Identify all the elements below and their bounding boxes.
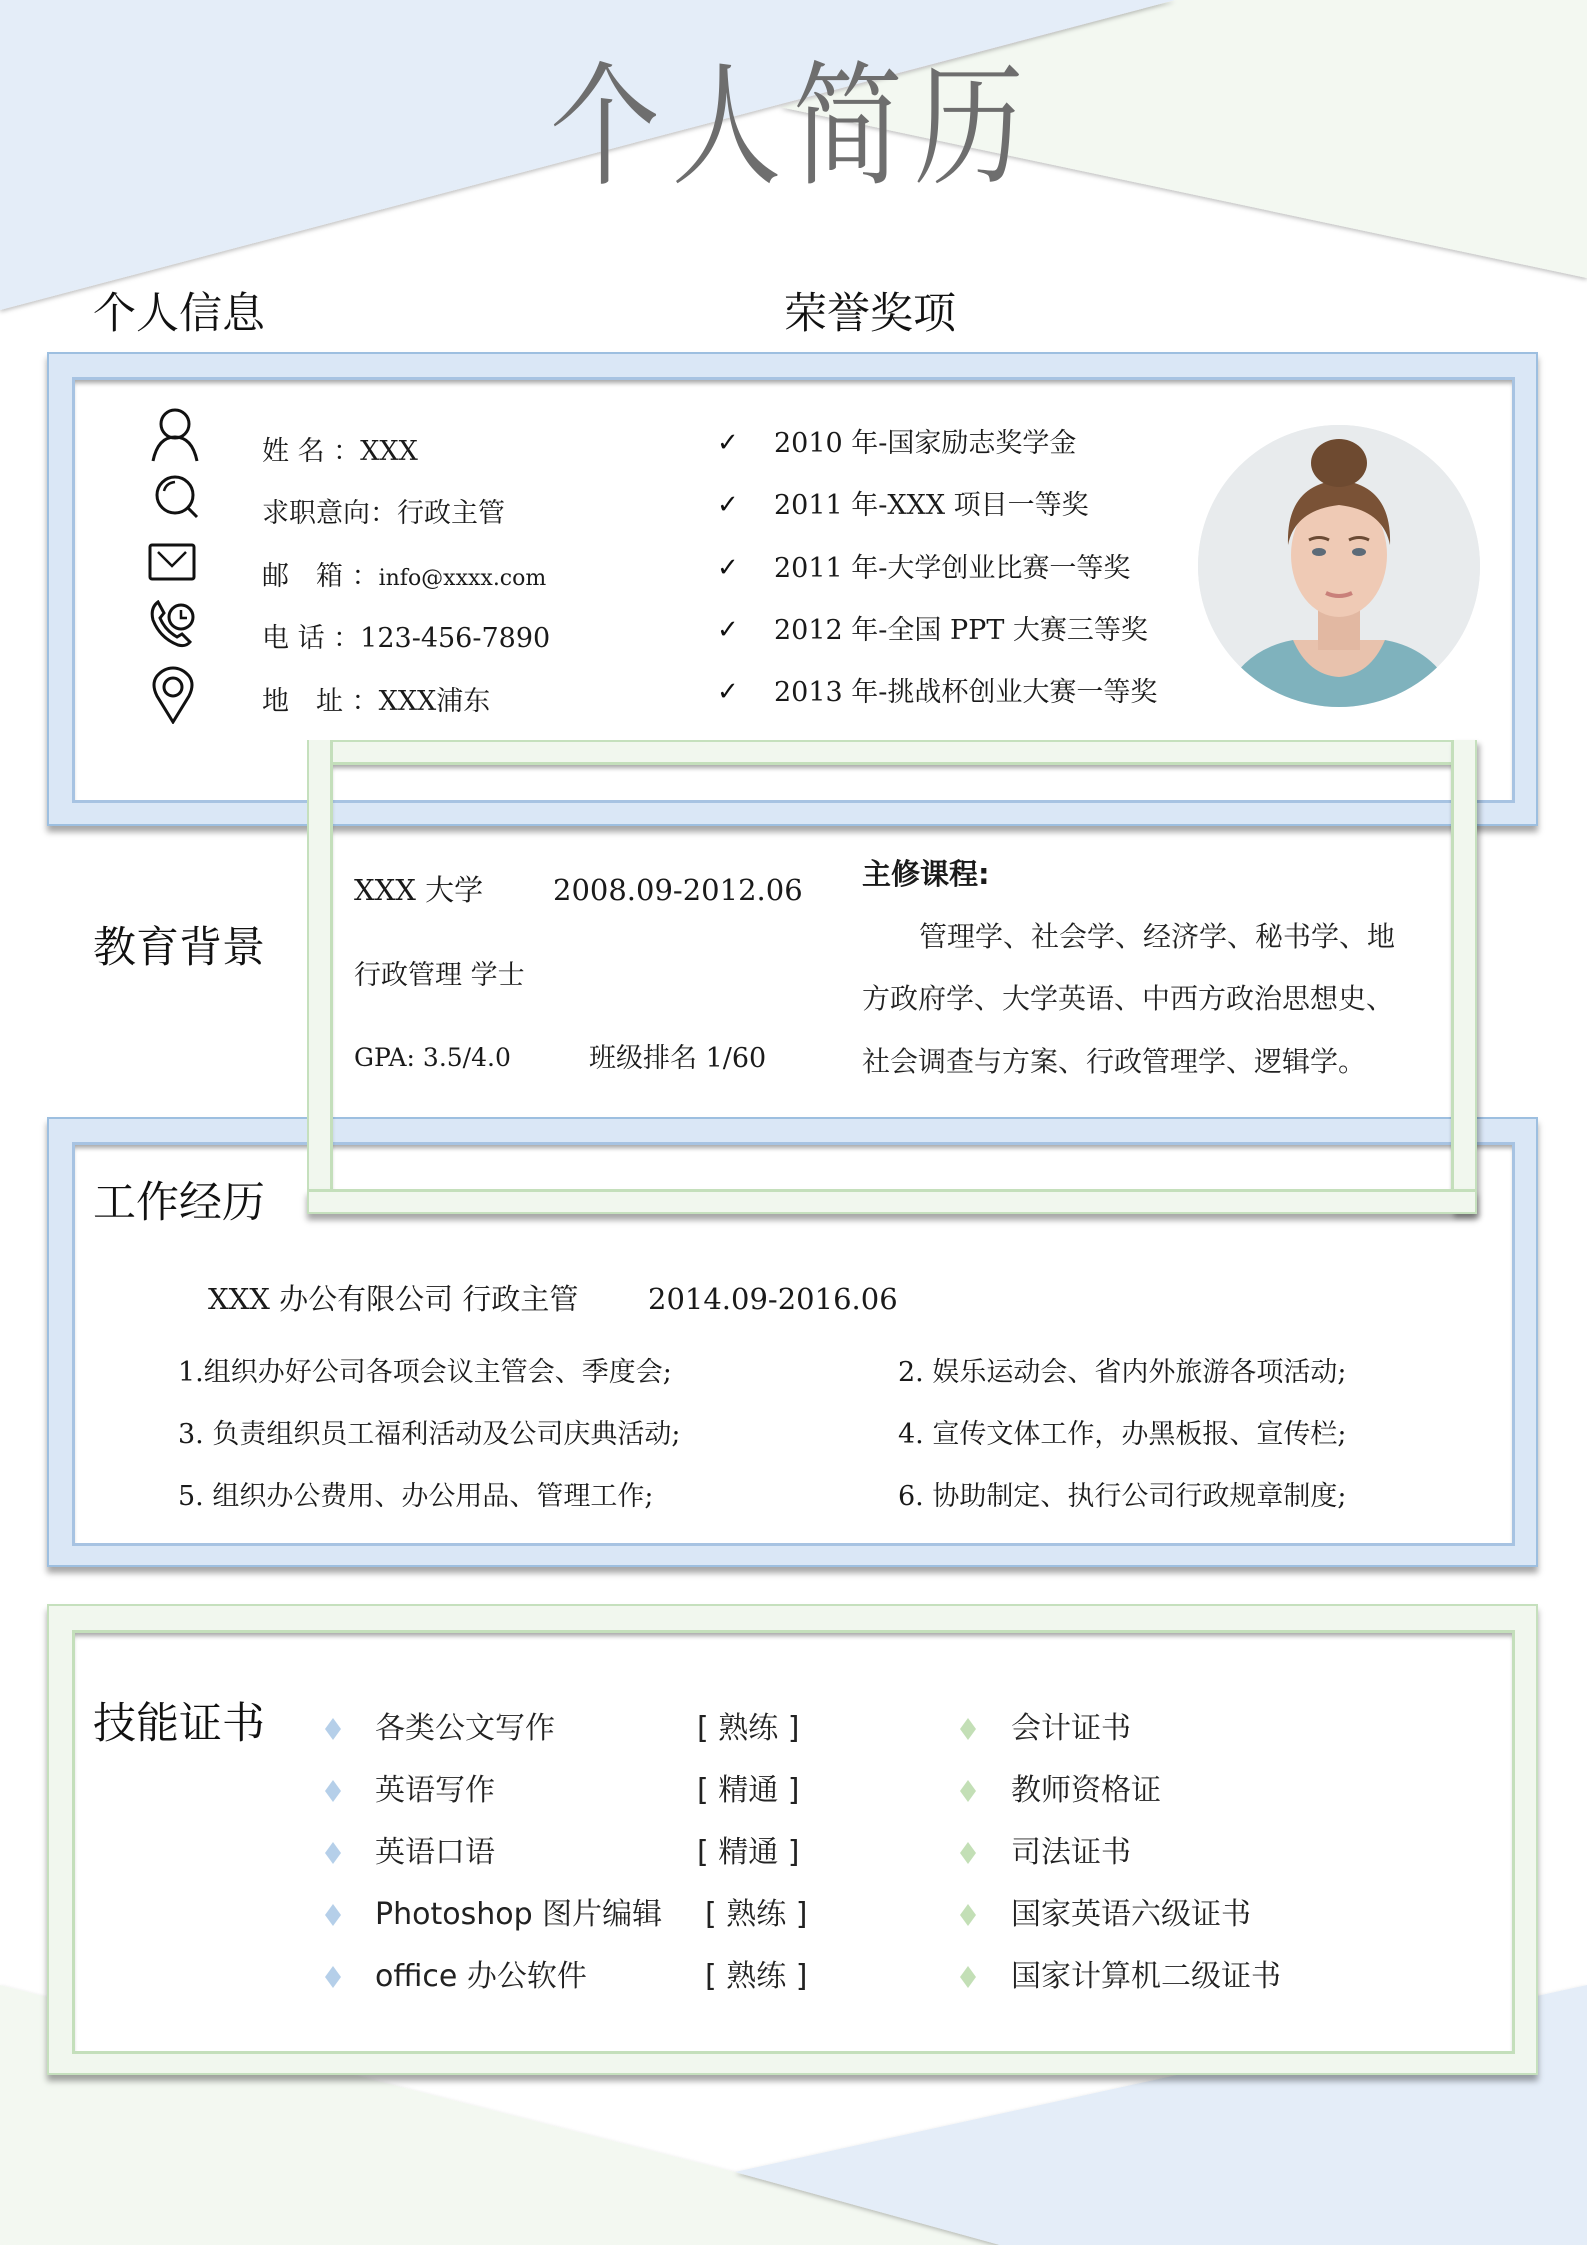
address-field [262,688,490,715]
education-frame-right [1451,740,1477,1214]
portrait-illustration [1198,425,1480,707]
skill-name: 英语口语 [375,1835,495,1870]
phone-field [262,625,550,652]
phone-value: 123-456-7890 [360,623,551,654]
certificate-item: 司法证书 [1011,1835,1131,1870]
job-intention-field [262,500,505,527]
diamond-bullet-icon [325,1780,341,1802]
name-value: XXX [360,436,418,467]
certificate-item: 教师资格证 [1011,1773,1161,1808]
skill-level: [ 精通 ] [697,1835,800,1870]
honor-item: 2011 年-大学创业比赛一等奖 [774,553,1131,584]
heading-education: 教育背景 [93,923,265,973]
skill-name: 各类公文写作 [375,1711,555,1746]
diamond-bullet-icon [960,1718,976,1740]
education-frame-bottom [307,1189,1477,1214]
profile-photo [1198,425,1480,707]
check-icon: ✓ [717,615,739,645]
skill-name: office 办公软件 [375,1959,587,1994]
education-period: 2008.09-2012.06 [553,873,803,907]
heading-work: 工作经历 [93,1178,265,1228]
check-icon: ✓ [717,677,739,707]
diamond-bullet-icon [325,1966,341,1988]
diamond-bullet-icon [325,1842,341,1864]
heading-skills: 技能证书 [93,1699,265,1749]
email-value: info@xxxx.com [378,566,547,591]
honor-item: 2010 年-国家励志奖学金 [774,428,1077,459]
person-icon [150,407,200,463]
honor-item: 2011 年-XXX 项目一等奖 [774,490,1089,521]
skill-name: 英语写作 [375,1773,495,1808]
address-label: 地 址 ： [262,686,379,717]
school-name: XXX 大学 [354,873,484,907]
class-rank: 班级排名 1/60 [589,1043,767,1074]
work-period: 2014.09-2016.06 [648,1282,898,1316]
diamond-bullet-icon [325,1718,341,1740]
email-field [262,563,546,590]
duty-item: 3. 负责组织员工福利活动及公司庆典活动; [178,1419,681,1450]
name-label: 姓 名 ： [262,436,361,467]
check-icon: ✓ [717,428,739,458]
certificate-item: 国家英语六级证书 [1011,1897,1251,1932]
diamond-bullet-icon [325,1904,341,1926]
search-icon [153,474,203,522]
location-pin-icon [151,666,195,724]
education-frame-top [307,740,1477,765]
skill-level: [ 熟练 ] [697,1711,800,1746]
heading-personal-info: 个人信息 [93,289,265,339]
name-field [262,438,418,465]
email-label: 邮 箱 ： [262,561,379,592]
page-title: 个人简历 [550,49,1036,205]
check-icon: ✓ [717,490,739,520]
skill-name: Photoshop 图片编辑 [375,1897,663,1932]
honor-item: 2013 年-挑战杯创业大赛一等奖 [774,677,1158,708]
gpa: GPA: 3.5/4.0 [354,1043,511,1072]
company-role: XXX 办公有限公司 行政主管 [208,1282,579,1316]
check-icon: ✓ [717,553,739,583]
education-frame-left [307,740,333,1214]
diamond-bullet-icon [960,1842,976,1864]
job-intention-label: 求职意向： [262,498,397,529]
courses-heading: 主修课程: [862,857,990,891]
courses-line: 方政府学、大学英语、中西方政治思想史、 [862,982,1395,1015]
certificate-item: 国家计算机二级证书 [1011,1959,1281,1994]
skill-level: [ 精通 ] [697,1773,800,1808]
diamond-bullet-icon [960,1904,976,1926]
duty-item: 1.组织办好公司各项会议主管会、季度会; [178,1357,672,1388]
courses-line: 管理学、社会学、经济学、秘书学、地 [919,920,1396,953]
duty-item: 5. 组织办公费用、办公用品、管理工作; [178,1481,654,1512]
major-degree: 行政管理 学士 [354,960,525,991]
address-value: XXX浦东 [378,686,491,717]
heading-honors: 荣誉奖项 [784,289,956,339]
honor-item: 2012 年-全国 PPT 大赛三等奖 [774,615,1148,646]
phone-clock-icon [148,600,198,648]
duty-item: 4. 宣传文体工作，办黑板报、宣传栏; [898,1419,1347,1450]
job-intention-value: 行政主管 [397,498,505,529]
mail-icon [148,543,198,581]
courses-line: 社会调查与方案、行政管理学、逻辑学。 [862,1045,1367,1078]
duty-item: 6. 协助制定、执行公司行政规章制度; [898,1481,1347,1512]
diamond-bullet-icon [960,1780,976,1802]
skill-level: [ 熟练 ] [705,1897,808,1932]
phone-label: 电 话 ： [262,623,361,654]
diamond-bullet-icon [960,1966,976,1988]
certificate-item: 会计证书 [1011,1711,1131,1746]
duty-item: 2. 娱乐运动会、省内外旅游各项活动; [898,1357,1347,1388]
skill-level: [ 熟练 ] [705,1959,808,1994]
